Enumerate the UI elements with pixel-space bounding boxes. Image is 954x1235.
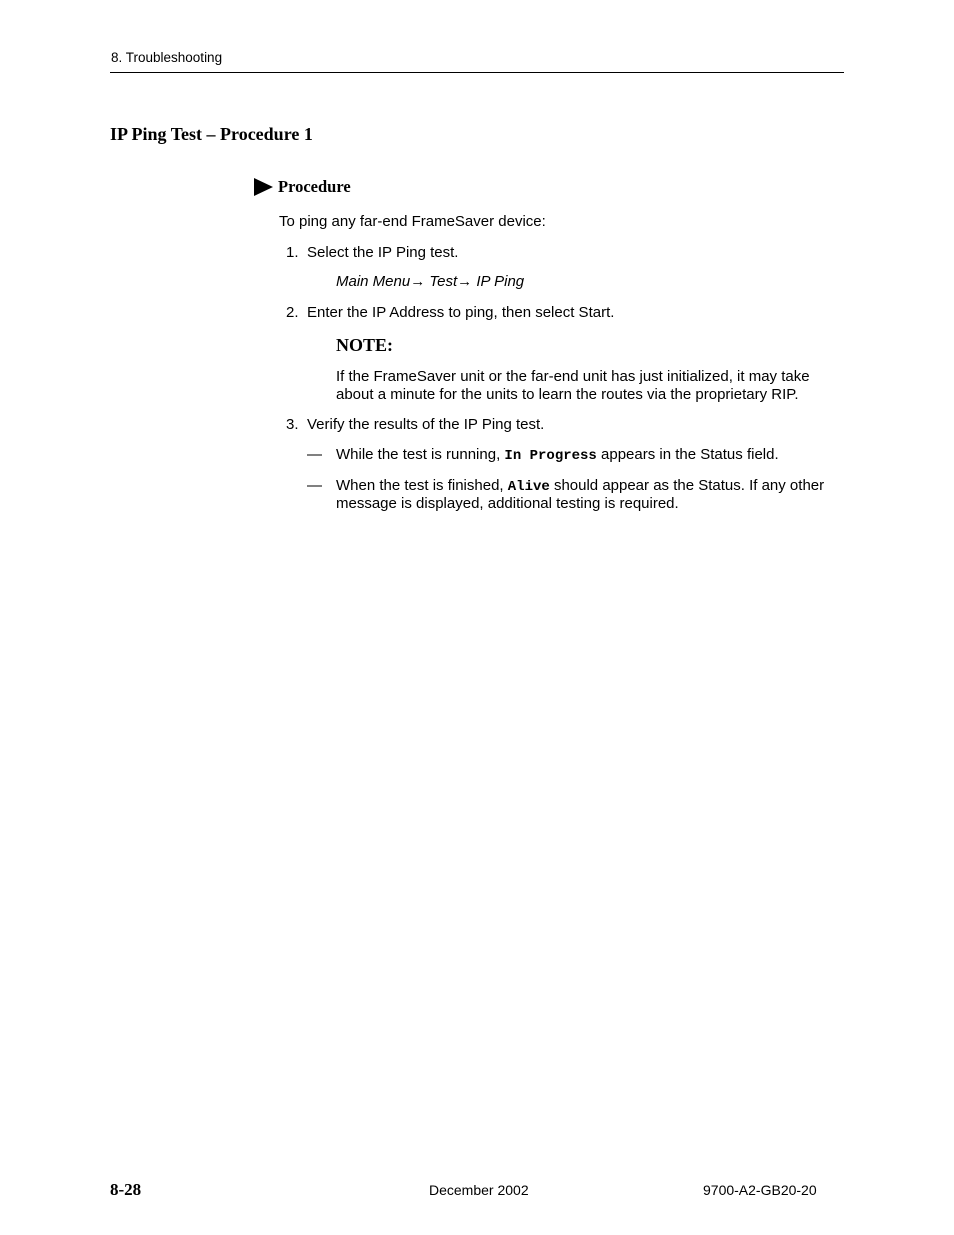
status-in-progress-code: In Progress [504, 448, 597, 464]
running-header: 8. Troubleshooting [111, 50, 223, 65]
section-title: IP Ping Test – Procedure 1 [110, 124, 313, 144]
procedure-heading [254, 177, 351, 197]
step-1-menu-path: Main Menu→ Test→ IP Ping [336, 273, 525, 290]
note-text-line-2: about a minute for the units to learn the routes via the proprietary RIP. [336, 386, 799, 403]
status-alive-code: Alive [507, 479, 550, 495]
step-3-text: Verify the results of the IP Ping test. [307, 416, 545, 433]
footer-doc-number: 9700-A2-GB20-20 [703, 1182, 817, 1198]
procedure-heading-label: Procedure [278, 177, 351, 196]
triangle-right-icon [254, 178, 273, 196]
bullet-1-post: appears in the Status field. [596, 446, 779, 463]
header-rule [110, 72, 844, 73]
note-text-line-1: If the FrameSaver unit or the far-end unit has just initialized, it may take [336, 368, 810, 385]
step-1-number: 1. [286, 244, 299, 261]
step-1-text: Select the IP Ping test. [307, 244, 459, 261]
bullet-2-post: should appear as the Status. If any other [549, 477, 825, 494]
bullet-2-text [336, 477, 824, 496]
bullet-2-text-line-2: message is displayed, additional testing is required. [336, 495, 679, 512]
procedure-intro: To ping any far-end FrameSaver device: [279, 213, 546, 230]
footer-page-number: 8-28 [110, 1180, 142, 1199]
step-2-text: Enter the IP Address to ping, then select Start. [307, 304, 615, 321]
bullet-1-text [336, 446, 779, 465]
bullet-1-dash: — [307, 446, 322, 463]
step-3-number: 3. [286, 416, 299, 433]
footer-date: December 2002 [429, 1182, 529, 1198]
bullet-2-dash: — [307, 477, 322, 494]
bullet-1-pre: While the test is running, [336, 446, 505, 463]
note-label: NOTE: [336, 335, 394, 355]
bullet-2-pre: When the test is finished, [336, 477, 508, 494]
step-2-number: 2. [286, 304, 299, 321]
